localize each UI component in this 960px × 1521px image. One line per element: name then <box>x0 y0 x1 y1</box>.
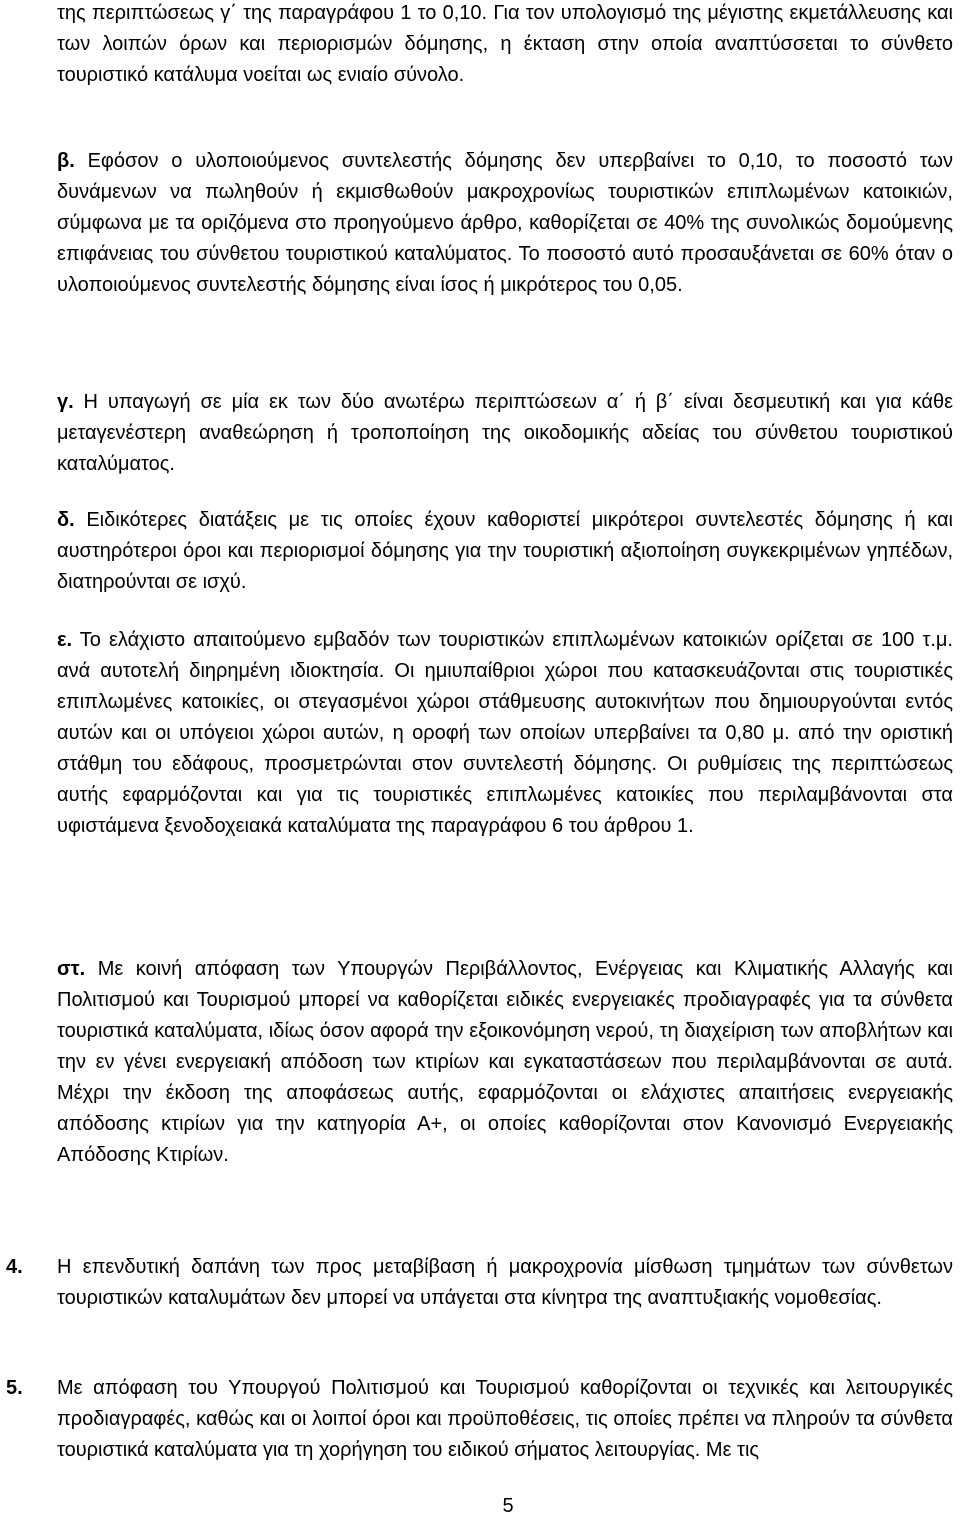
item-d-label: δ. <box>57 509 75 531</box>
item-c-paragraph <box>57 387 953 480</box>
item-d-paragraph <box>57 505 953 598</box>
intro-paragraph: της περιπτώσεως γ΄ της παραγράφου 1 το 0,10. Για τον υπολογισμό της μέγιστης εκμετάλλευσης και των λοιπών όρων και περιορισμών δόμησης, η έκταση στην οποία αναπτύσσεται το σύνθετο τουριστικό κατάλυμα νοείται ως ενιαίο σύνολο. <box>57 2 953 86</box>
item-st-text: Με κοινή απόφαση των Υπουργών Περιβάλλοντος, Ενέργειας και Κλιματικής Αλλαγής και Πολιτισμού και Τουρισμού μπορεί να καθορίζεται ειδικές ενεργειακές προδιαγραφές για τα σύνθετα τουριστικά καταλύματα, ιδίως όσον αφορά την εξοικονόμηση νερού, τη διαχείριση των αποβλήτων και την εν γένει ενεργειακή απόδοση των κτιρίων και εγκαταστάσεων που περιλαμβάνονται σε αυτά. Μέχρι την έκδοση της αποφάσεως αυτής, εφαρμόζονται οι ελάχιστες απαιτήσεις ενεργειακής απόδοσης κτιρίων για την κατηγορία Α+, οι οποίες καθορίζονται στον Κανονισμό Ενεργειακής Απόδοσης Κτιρίων. <box>57 958 953 1166</box>
item-b-text: Εφόσον ο υλοποιούμενος συντελεστής δόμησης δεν υπερβαίνει το 0,10, το ποσοστό των δυνάμενων να πωληθούν ή εκμισθωθούν μακροχρονίως τουριστικών επιπλωμένων κατοικιών, σύμφωνα με τα οριζόμενα στο προηγούμενο άρθρο, καθορίζεται σε 40% της συνολικώς δομούμενης επιφάνειας του σύνθετου τουριστικού καταλύματος. Το ποσοστό αυτό προσαυξάνεται σε 60% όταν ο υλοποιούμενος συντελεστής δόμησης είναι ίσος ή μικρότερος του 0,05. <box>57 150 953 296</box>
item-b-paragraph <box>57 146 953 301</box>
section-4-number: 4. <box>6 1256 23 1278</box>
section-4-text: Η επενδυτική δαπάνη των προς μεταβίβαση ή μακροχρονία μίσθωση τμημάτων των σύνθετων τουριστικών καταλυμάτων δεν μπορεί να υπάγεται στα κίνητρα της αναπτυξιακής νομοθεσίας. <box>57 1256 953 1309</box>
item-st-paragraph <box>57 954 953 1171</box>
item-e-text: Το ελάχιστο απαιτούμενο εμβαδόν των τουριστικών επιπλωμένων κατοικιών ορίζεται σε 100 τ.μ. ανά αυτοτελή διηρημένη ιδιοκτησία. Οι ημιυπαίθριοι χώροι που κατασκευάζονται στις τουριστικές επιπλωμένες κατοικίες, οι στεγασμένοι χώροι στάθμευσης αυτοκινήτων που δημιουργούνται εντός αυτών και οι υπόγειοι χώροι αυτών, η οροφή των οποίων υπερβαίνει τα 0,80 μ. από την οριστική στάθμη του εδάφους, προσμετρώνται στον συντελεστή δόμησης. Οι ρυθμίσεις της περιπτώσεως αυτής εφαρμόζονται και για τις τουριστικές επιπλωμένες κατοικίες που περιλαμβάνονται στα υφιστάμενα ξενοδοχειακά καταλύματα της παραγράφου 6 του άρθρου 1. <box>57 629 953 837</box>
item-c-label: γ. <box>57 391 74 413</box>
item-d-text: Ειδικότερες διατάξεις με τις οποίες έχουν καθοριστεί μικρότεροι συντελεστές δόμησης ή και αυστηρότεροι όροι και περιορισμοί δόμησης για την τουριστική αξιοποίηση συγκεκριμένων γηπέδων, διατηρούνται σε ισχύ. <box>57 509 953 593</box>
item-e-paragraph <box>57 625 953 842</box>
section-5-number: 5. <box>6 1377 23 1399</box>
item-c-text: Η υπαγωγή σε μία εκ των δύο ανωτέρω περιπτώσεων α΄ ή β΄ είναι δεσμευτική και για κάθε μεταγενέστερη αναθεώρηση ή τροποποίηση της οικοδομικής αδείας του σύνθετου τουριστικού καταλύματος. <box>57 391 953 475</box>
page-number: 5 <box>502 1495 514 1517</box>
item-b-label: β. <box>57 150 75 172</box>
item-e-label: ε. <box>57 629 73 651</box>
section-5-text: Με απόφαση του Υπουργού Πολιτισμού και Τουρισμού καθορίζονται οι τεχνικές και λειτουργικές προδιαγραφές, καθώς και οι λοιποί όροι και προϋποθέσεις, τις οποίες πρέπει να πληρούν τα σύνθετα τουριστικά καταλύματα για τη χορήγηση του ειδικού σήματος λειτουργίας. Με τις <box>57 1377 953 1461</box>
item-st-label: στ. <box>57 958 86 980</box>
